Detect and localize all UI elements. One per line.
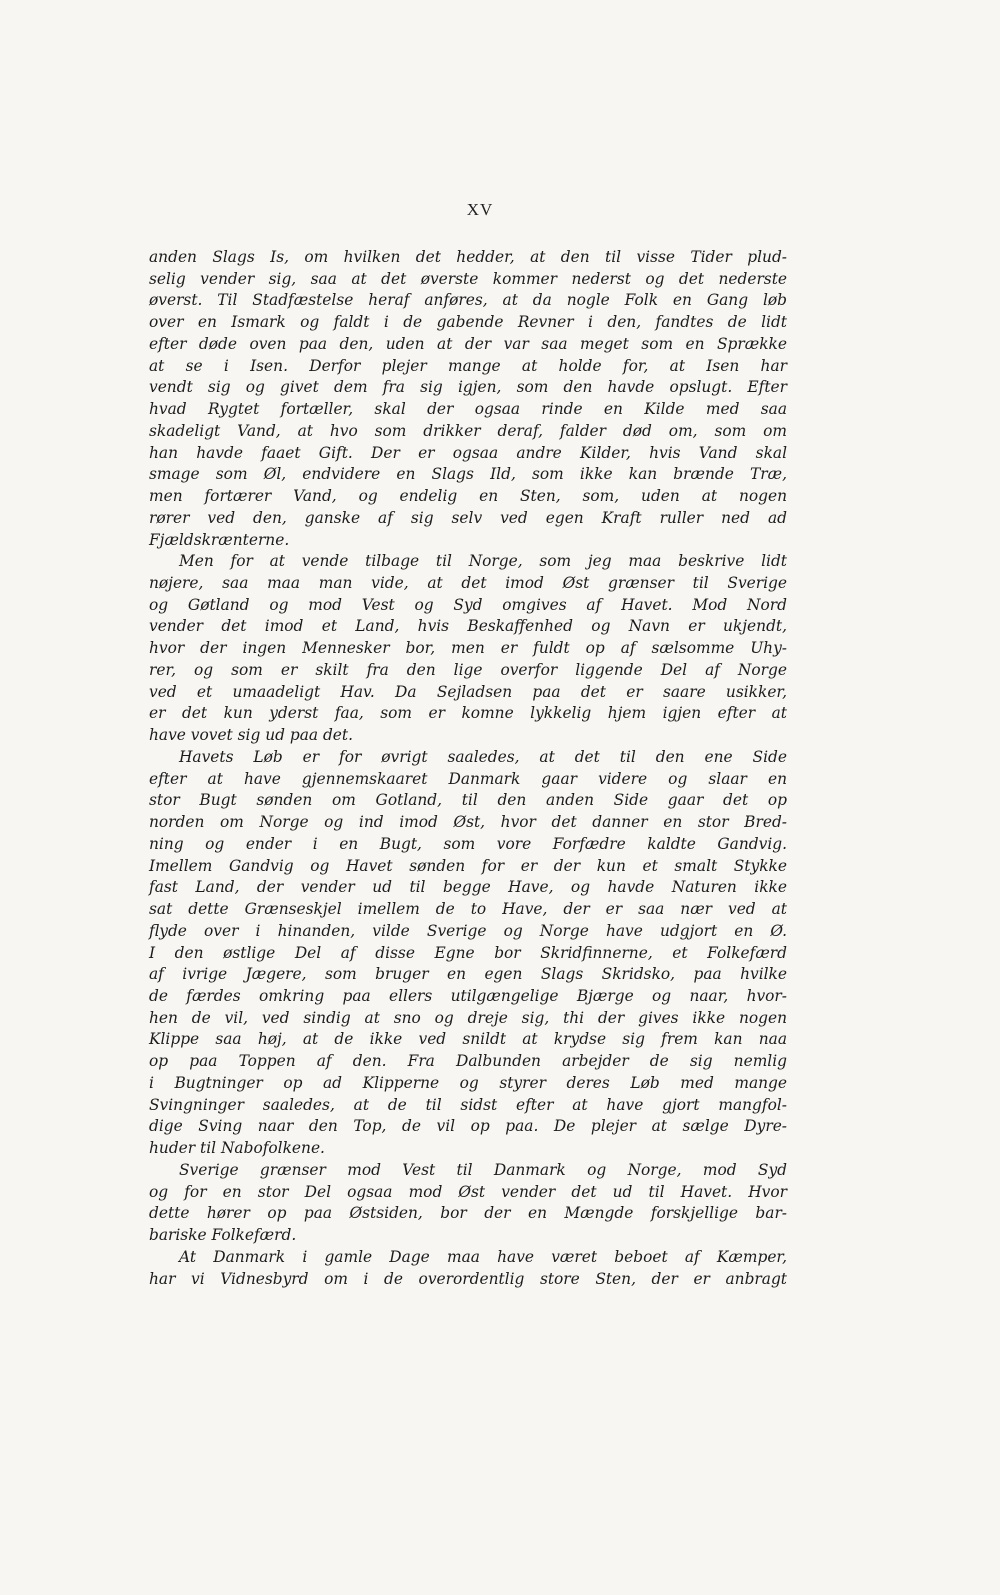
text-line: efter at have gjennemskaaret Danmark gaar videre og slaar en <box>149 769 787 788</box>
text-line: Men for at vende tilbage til Norge, som jeg maa beskrive lidt <box>179 552 787 571</box>
text-line: over en Ismark og faldt i de gabende Revner i den, fandtes de lidt <box>149 313 787 332</box>
text-line: har vi Vidnesbyrd om i de overordentlig store Sten, der er anbragt <box>149 1269 787 1288</box>
text-line: stor Bugt sønden om Gotland, til den anden Side gaar det op <box>149 791 787 810</box>
text-line: Fjældskrænterne. <box>149 530 290 549</box>
text-line: flyde over i hinanden, vilde Sverige og Norge have udgjort en Ø. <box>149 921 787 940</box>
text-line: smage som Øl, endvidere en Slags Ild, som ikke kan brænde Træ, <box>149 465 787 484</box>
text-line: selig vender sig, saa at det øverste kommer nederst og det nederste <box>149 269 787 288</box>
body-text <box>149 247 787 1290</box>
text-line: han havde faaet Gift. Der er ogsaa andre Kilder, hvis Vand skal <box>149 443 787 462</box>
text-line: hvor der ingen Mennesker bor, men er fuldt op af sælsomme Uhy- <box>149 639 787 658</box>
text-line: er det kun yderst faa, som er komne lykkelig hjem igjen efter at <box>149 704 787 723</box>
text-line: men fortærer Vand, og endelig en Sten, som, uden at nogen <box>149 487 787 506</box>
text-line: fast Land, der vender ud til begge Have, og havde Naturen ikke <box>149 878 787 897</box>
text-line: og Gøtland og mod Vest og Syd omgives af Havet. Mod Nord <box>149 595 787 614</box>
text-line: sat dette Grænseskjel imellem de to Have, der er saa nær ved at <box>149 900 787 919</box>
text-line: øverst. Til Stadfæstelse heraf anføres, at da nogle Folk en Gang løb <box>149 291 787 310</box>
text-line: At Danmark i gamle Dage maa have været beboet af Kæmper, <box>179 1247 787 1266</box>
text-line: anden Slags Is, om hvilken det hedder, at den til visse Tider plud- <box>149 248 787 266</box>
text-line: ved et umaadeligt Hav. Da Sejladsen paa det er saare usikker, <box>149 682 787 701</box>
text-line: rører ved den, ganske af sig selv ved egen Kraft ruller ned ad <box>149 508 787 527</box>
text-line: huder til Nabofolkene. <box>149 1139 325 1158</box>
text-line: norden om Norge og ind imod Øst, hvor det danner en stor Bred- <box>149 813 787 832</box>
text-line: at se i Isen. Derfor plejer mange at holde for, at Isen har <box>149 356 787 375</box>
text-line: Sverige grænser mod Vest til Danmark og Norge, mod Syd <box>179 1160 787 1179</box>
text-line: hen de vil, ved sindig at sno og dreje sig, thi der gives ikke nogen <box>149 1008 787 1027</box>
text-line: have vovet sig ud paa det. <box>149 726 353 745</box>
text-line: Svingninger saaledes, at de til sidst efter at have gjort mangfol- <box>149 1095 787 1114</box>
text-line: efter døde oven paa den, uden at der var saa meget som en Sprække <box>149 334 787 353</box>
text-line: vendt sig og givet dem fra sig igjen, som den havde opslugt. Efter <box>149 378 787 397</box>
page-number: XV <box>466 200 494 219</box>
text-line: i Bugtninger op ad Klipperne og styrer deres Løb med mange <box>149 1073 787 1092</box>
text-line: de færdes omkring paa ellers utilgængelige Bjærge og naar, hvor- <box>149 986 787 1005</box>
text-line: Klippe saa høj, at de ikke ved snildt at krydse sig frem kan naa <box>149 1030 787 1049</box>
text-line: ning og ender i en Bugt, som vore Forfædre kaldte Gandvig. <box>149 834 787 853</box>
text-line: dette hører op paa Østsiden, bor der en Mængde forskjellige bar- <box>149 1204 787 1223</box>
text-line: nøjere, saa maa man vide, at det imod Øst grænser til Sverige <box>149 574 787 593</box>
text-line: Havets Løb er for øvrigt saaledes, at det til den ene Side <box>179 747 787 766</box>
text-line: hvad Rygtet fortæller, skal der ogsaa rinde en Kilde med saa <box>149 400 787 419</box>
text-line: vender det imod et Land, hvis Beskaffenhed og Navn er ukjendt, <box>149 617 787 636</box>
text-line: dige Sving naar den Top, de vil op paa. De plejer at sælge Dyre- <box>149 1117 787 1136</box>
text-line: Imellem Gandvig og Havet sønden for er der kun et smalt Stykke <box>149 856 787 875</box>
text-line: skadeligt Vand, at hvo som drikker deraf, falder død om, som om <box>149 421 787 440</box>
text-line: I den østlige Del af disse Egne bor Skridfinnerne, et Folkefærd <box>149 943 787 962</box>
text-line: bariske Folkefærd. <box>149 1226 297 1245</box>
text-line: op paa Toppen af den. Fra Dalbunden arbejder de sig nemlig <box>149 1052 787 1071</box>
text-line: af ivrige Jægere, som bruger en egen Slags Skridsko, paa hvilke <box>149 965 787 984</box>
text-line: rer, og som er skilt fra den lige overfor liggende Del af Norge <box>149 660 787 679</box>
text-line: og for en stor Del ogsaa mod Øst vender det ud til Havet. Hvor <box>149 1182 787 1201</box>
